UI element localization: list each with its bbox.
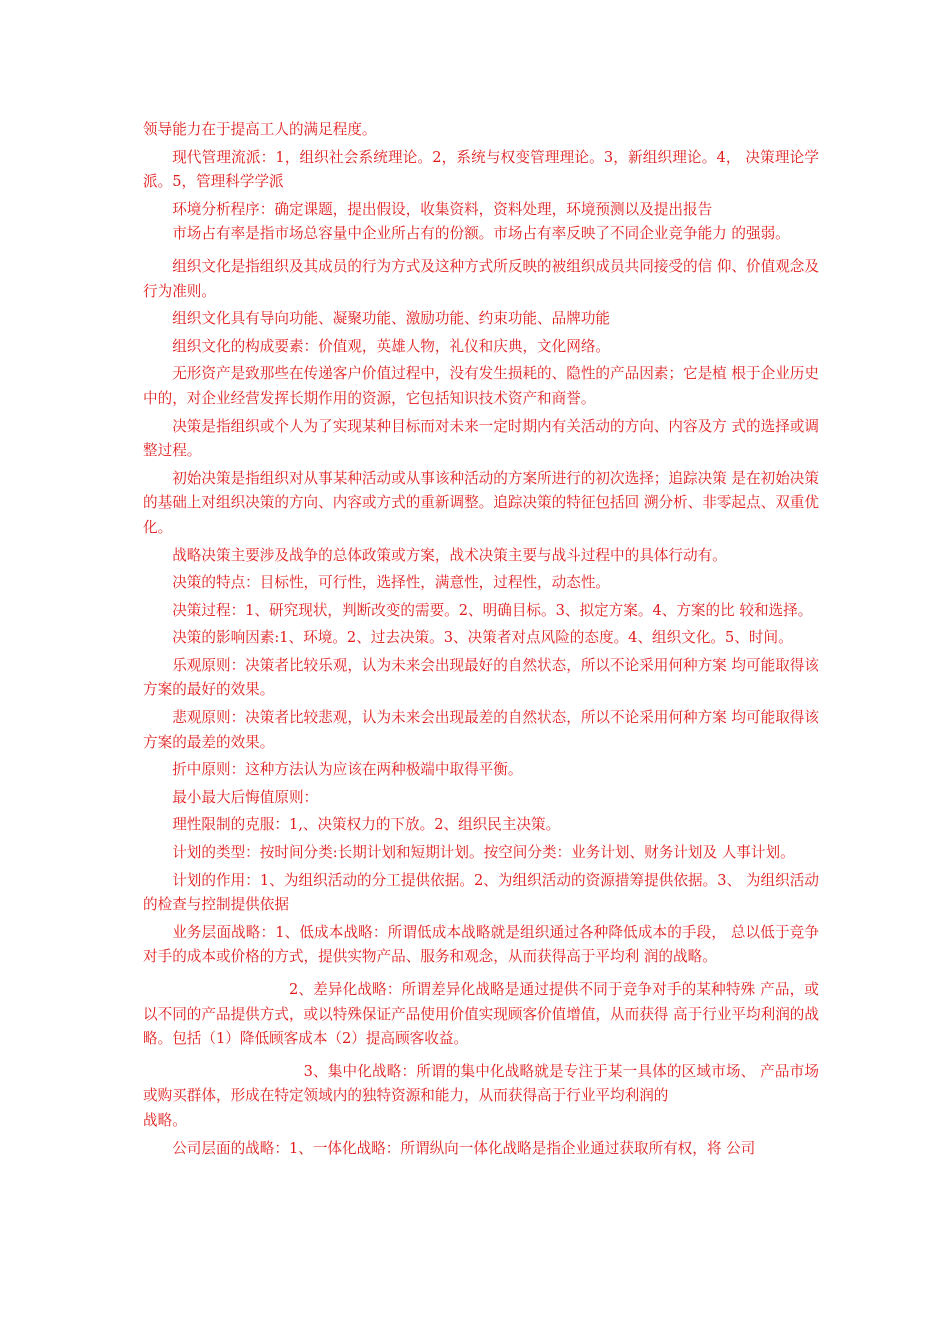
paragraph: 理性限制的克服：1,、决策权力的下放。2、组织民主决策。 xyxy=(172,816,561,834)
document-body xyxy=(143,118,819,1161)
paragraph: 决策是指组织或个人为了实现某种目标而对未来一定时期内有关活动的方向、内容及方 式的选择或调整过程。 xyxy=(143,417,819,460)
paragraph: 公司层面的战略：1、一体化战略：所谓纵向一体化战略是指企业通过获取所有权，将 公司 xyxy=(172,1139,756,1157)
paragraph: 3、集中化战略：所谓的集中化战略就是专注于某一具体的区域市场、 产品市场或购买群体，形成在特定领域内的独特资源和能力，从而获得高于行业平均利润的 xyxy=(143,1062,819,1105)
paragraph: 乐观原则：决策者比较乐观，认为未来会出现最好的自然状态，所以不论采用何种方案 均可能取得该方案的最好的效果。 xyxy=(143,656,819,699)
paragraph: 市场占有率是指市场总容量中企业所占有的份额。市场占有率反映了不同企业竞争能力 的强弱。 xyxy=(172,225,790,243)
paragraph: 决策过程：1、研究现状，判断改变的需要。2、明确目标。3、拟定方案。4、方案的比 较和选择。 xyxy=(172,601,813,619)
paragraph: 现代管理流派：1，组织社会系统理论。2，系统与权变管理理论。3，新组织理论。4， 决策理论学派。5，管理科学学派 xyxy=(143,148,819,191)
paragraph: 计划的作用：1、为组织活动的分工提供依据。2、为组织活动的资源措筹提供依据。3、 为组织活动的检查与控制提供依据 xyxy=(143,871,819,914)
paragraph: 领导能力在于提高工人的满足程度。 xyxy=(143,121,377,138)
paragraph: 悲观原则：决策者比较悲观，认为未来会出现最差的自然状态，所以不论采用何种方案 均可能取得该方案的最差的效果。 xyxy=(143,709,819,751)
paragraph: 2、差异化战略：所谓差异化战略是通过提供不同于竞争对手的某种特殊 产品，或以不同的产品提供方式，或以特殊保证产品使用价值实现顾客价值增值，从而获得 高于行业平均利润的战略。包括（1）降低顾客成本（2）提高顾客收益。 xyxy=(143,981,819,1048)
paragraph: 折中原则：这种方法认为应该在两种极端中取得平衡。 xyxy=(172,761,523,779)
paragraph: 组织文化具有导向功能、凝聚功能、激励功能、约束功能、品牌功能 xyxy=(172,310,611,328)
paragraph: 组织文化的构成要素：价值观，英雄人物，礼仪和庆典，文化网络。 xyxy=(172,337,611,355)
paragraph: 战略决策主要涉及战争的总体政策或方案，战术决策主要与战斗过程中的具体行动有。 xyxy=(172,546,727,564)
paragraph: 最小最大后悔值原则： xyxy=(172,788,319,806)
paragraph: 战略。 xyxy=(143,1111,187,1129)
paragraph: 计划的类型：按时间分类:长期计划和短期计划。按空间分类：业务计划、财务计划及 人事计划。 xyxy=(172,844,795,862)
paragraph: 组织文化是指组织及其成员的行为方式及这种方式所反映的被组织成员共同接受的信 仰、价值观念及行为准则。 xyxy=(143,257,819,300)
paragraph: 决策的特点：目标性，可行性，选择性，满意性，过程性，动态性。 xyxy=(172,574,611,592)
paragraph: 初始决策是指组织对从事某种活动或从事该种活动的方案所进行的初次选择；追踪决策 是在初始决策的基础上对组织决策的方向、内容或方式的重新调整。追踪决策的特征包括回 溯分析、非零起点、双重优化。 xyxy=(143,469,819,536)
paragraph: 决策的影响因素:1、环境。2、过去决策。3、决策者对点风险的态度。4、组织文化。5、时间。 xyxy=(172,629,793,647)
paragraph: 环境分析程序：确定课题，提出假设，收集资料，资料处理，环境预测以及提出报告 xyxy=(172,200,713,218)
paragraph: 业务层面战略：1、低成本战略：所谓低成本战略就是组织通过各种降低成本的手段， 总以低于竞争对手的成本或价格的方式，提供实物产品、服务和观念，从而获得高于平均利 润的战略。 xyxy=(143,923,819,966)
paragraph: 无形资产是致那些在传递客户价值过程中，没有发生损耗的、隐性的产品因素；它是植 根于企业历史中的，对企业经营发挥长期作用的资源，它包括知识技术资产和商誉。 xyxy=(143,365,819,407)
